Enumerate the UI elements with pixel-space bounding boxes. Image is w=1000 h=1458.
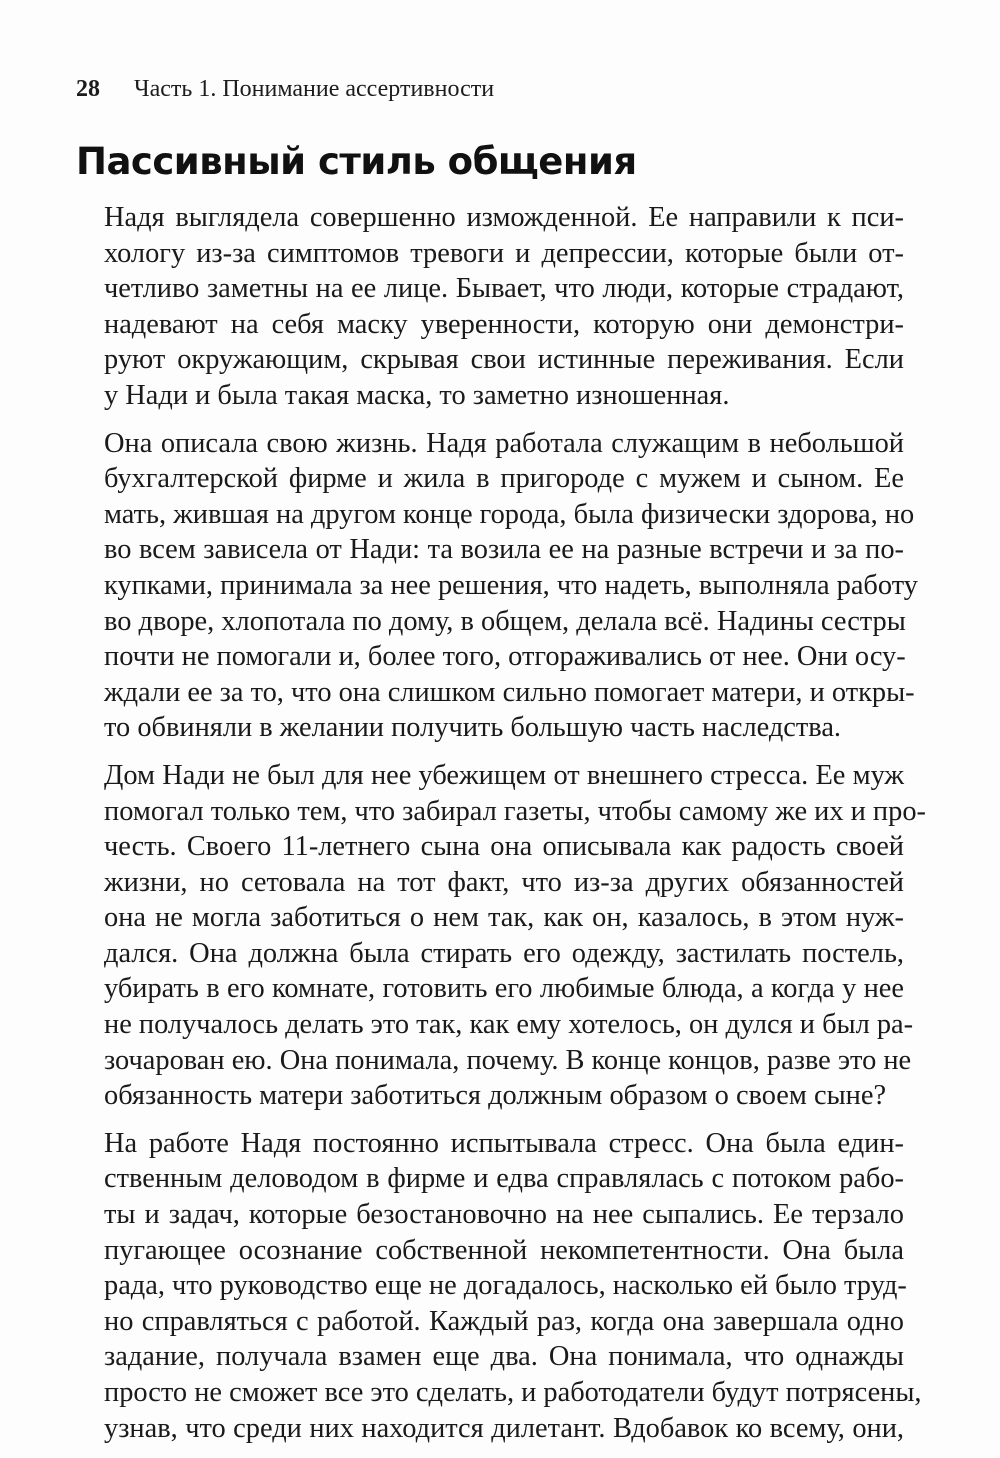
text-line: задание, получала взамен еще два. Она понимала, что однажды <box>104 1341 904 1373</box>
text-line: рада, что руководство еще не догадалось, насколько ей было труд- <box>104 1270 907 1302</box>
text-line: то обвиняли в желании получить большую часть наследства. <box>104 712 842 744</box>
text-line: купками, принимала за нее решения, что надеть, выполняла работу <box>104 569 918 601</box>
text-line: узнав, что среди них находится дилетант. Вдобавок ко всему, они, <box>104 1412 904 1444</box>
text-line: хологу из-за симптомов тревоги и депрессии, которые были от- <box>104 237 904 269</box>
text-line: жизни, но сетовала на тот факт, что из-за других обязанностей <box>104 866 904 898</box>
text-line: во дворе, хлопотала по дому, в общем, делала всё. Надины сестры <box>104 605 906 637</box>
paragraph-1 <box>104 200 904 414</box>
running-header <box>76 76 494 108</box>
text-line: у Нади и была такая маска, то заметно изношенная. <box>104 379 730 411</box>
section-heading: Пассивный стиль общения <box>76 140 637 183</box>
body-text <box>104 200 926 1458</box>
text-line: не получалось делать это так, как ему хотелось, он дулся и был ра- <box>104 1009 914 1041</box>
text-line: ждали ее за то, что она слишком сильно помогает матери, и откры- <box>104 676 915 708</box>
text-line: Дом Нади не был для нее убежищем от внешнего стресса. Ее муж <box>104 759 904 791</box>
text-line: она не могла заботиться о нем так, как он, казалось, в этом нуж- <box>104 902 904 934</box>
text-line: Она описала свою жизнь. Надя работала служащим в небольшой <box>104 427 904 459</box>
paragraph-2 <box>104 426 918 746</box>
text-line: помогал только тем, что забирал газеты, чтобы самому же их и про- <box>104 795 926 827</box>
text-line: но справляться с работой. Каждый раз, когда она завершала одно <box>104 1305 904 1337</box>
text-line: почти не помогали и, более того, отгораживались от нее. Они осу- <box>104 641 906 673</box>
paragraph-3 <box>104 758 926 1114</box>
text-line: дался. Она должна была стирать его одежду, застилать постель, <box>104 937 904 969</box>
page-number: 28 <box>76 76 100 102</box>
text-line: ственным деловодом в фирме и едва справлялась с потоком рабо- <box>104 1163 904 1195</box>
text-line: четливо заметны на ее лице. Бывает, что люди, которые страдают, <box>104 273 904 305</box>
text-line: ты и задач, которые безостановочно на нее сыпались. Ее терзало <box>104 1199 904 1231</box>
text-line: убирать в его комнате, готовить его любимые блюда, а когда у нее <box>104 973 904 1005</box>
text-line: Надя выглядела совершенно изможденной. Ее направили к пси- <box>104 202 904 233</box>
text-line: бухгалтерской фирме и жила в пригороде с мужем и сыном. Ее <box>104 463 904 495</box>
text-line: зочарован ею. Она понимала, почему. В конце концов, разве это не <box>104 1044 912 1076</box>
text-line: обязанность матери заботиться должным образом о своем сыне? <box>104 1080 887 1112</box>
text-line: надевают на себя маску уверенности, которую они демонстри- <box>104 308 904 340</box>
text-line: честь. Своего 11-летнего сына она описывала как радость своей <box>104 831 904 863</box>
paragraph-4 <box>104 1126 922 1446</box>
text-line: мать, жившая на другом конце города, была физически здорова, но <box>104 498 915 530</box>
text-line: руют окружающим, скрывая свои истинные переживания. Если <box>104 344 904 376</box>
text-line: пугающее осознание собственной некомпетентности. Она была <box>104 1234 904 1266</box>
text-line: просто не сможет все это сделать, и работодатели будут потрясены, <box>104 1377 922 1408</box>
running-title: Часть 1. Понимание ассертивности <box>134 76 495 102</box>
text-line: На работе Надя постоянно испытывала стресс. Она была един- <box>104 1127 904 1159</box>
text-line: во всем зависела от Нади: та возила ее на разные встречи и за по- <box>104 534 904 566</box>
